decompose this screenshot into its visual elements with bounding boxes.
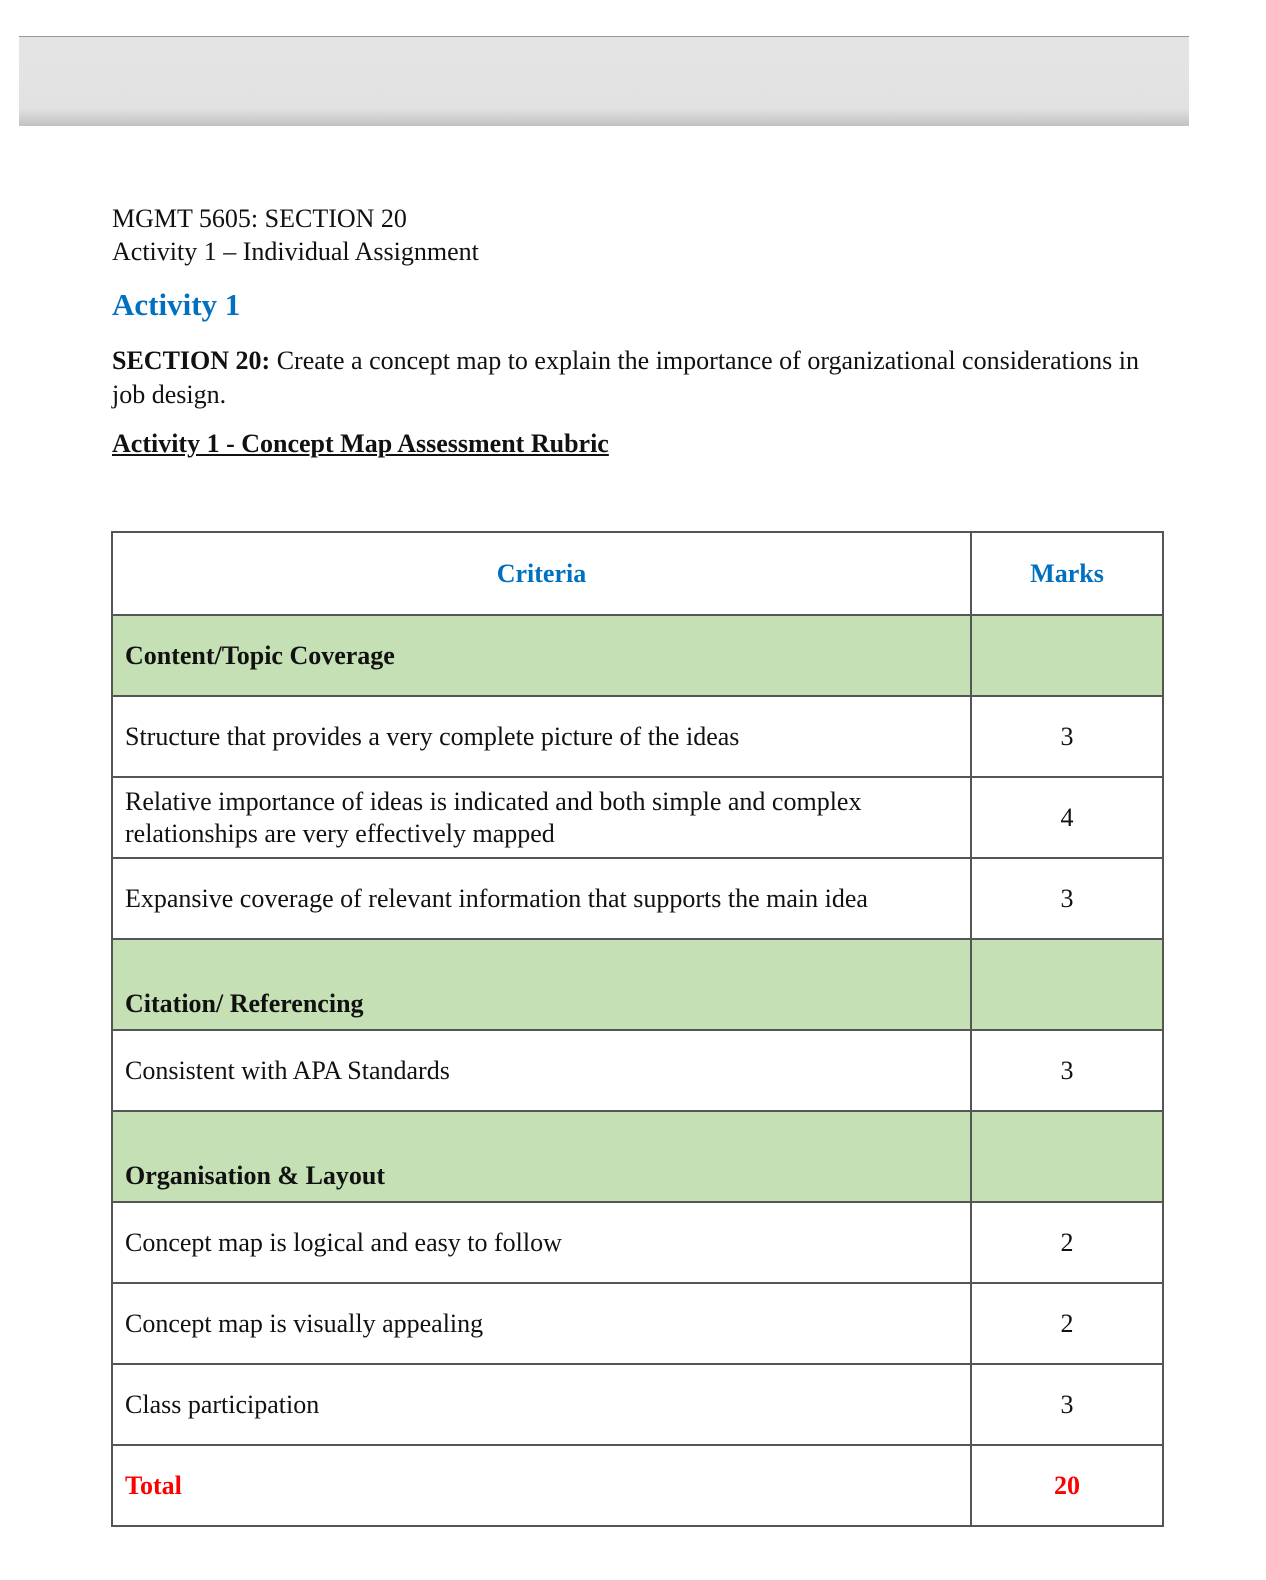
marks-cell: 3 xyxy=(971,1030,1163,1111)
total-row xyxy=(112,1445,1163,1526)
assignment-subtitle: Activity 1 – Individual Assignment xyxy=(112,237,479,266)
table-header-row xyxy=(112,532,1163,615)
instruction-label: SECTION 20: xyxy=(112,346,271,375)
criteria-cell: Expansive coverage of relevant information that supports the main idea xyxy=(112,858,971,939)
rubric-title: Activity 1 - Concept Map Assessment Rubric xyxy=(112,429,609,458)
table-row xyxy=(112,777,1163,858)
instruction-text: Create a concept map to explain the importance of organizational considerations in job design. xyxy=(112,346,1139,409)
table-row xyxy=(112,858,1163,939)
marks-cell: 2 xyxy=(971,1283,1163,1364)
total-label: Total xyxy=(112,1445,971,1526)
table-row xyxy=(112,696,1163,777)
viewer-toolbar xyxy=(19,36,1189,126)
total-marks: 20 xyxy=(971,1445,1163,1526)
rubric-table xyxy=(111,531,1164,1527)
section-row xyxy=(112,939,1163,1030)
marks-cell: 3 xyxy=(971,1364,1163,1445)
marks-cell: 3 xyxy=(971,696,1163,777)
section-marks-empty xyxy=(971,1111,1163,1202)
activity-heading: Activity 1 xyxy=(112,287,241,322)
table-row xyxy=(112,1283,1163,1364)
criteria-cell: Concept map is visually appealing xyxy=(112,1283,971,1364)
section-marks-empty xyxy=(971,615,1163,696)
table-row xyxy=(112,1364,1163,1445)
table-row xyxy=(112,1030,1163,1111)
marks-cell: 4 xyxy=(971,777,1163,858)
instruction-paragraph xyxy=(112,344,1172,412)
criteria-header: Criteria xyxy=(112,532,971,615)
section-title: Content/Topic Coverage xyxy=(112,615,971,696)
marks-cell: 3 xyxy=(971,858,1163,939)
section-title: Citation/ Referencing xyxy=(112,939,971,1030)
criteria-cell: Class participation xyxy=(112,1364,971,1445)
section-row xyxy=(112,615,1163,696)
section-title: Organisation & Layout xyxy=(112,1111,971,1202)
section-row xyxy=(112,1111,1163,1202)
criteria-cell: Structure that provides a very complete picture of the ideas xyxy=(112,696,971,777)
section-marks-empty xyxy=(971,939,1163,1030)
criteria-cell: Relative importance of ideas is indicated and both simple and complex relationships are very effectively mapped xyxy=(112,777,971,858)
marks-cell: 2 xyxy=(971,1202,1163,1283)
course-title: MGMT 5605: SECTION 20 xyxy=(112,204,407,233)
criteria-cell: Consistent with APA Standards xyxy=(112,1030,971,1111)
marks-header: Marks xyxy=(971,532,1163,615)
criteria-cell: Concept map is logical and easy to follow xyxy=(112,1202,971,1283)
table-row xyxy=(112,1202,1163,1283)
